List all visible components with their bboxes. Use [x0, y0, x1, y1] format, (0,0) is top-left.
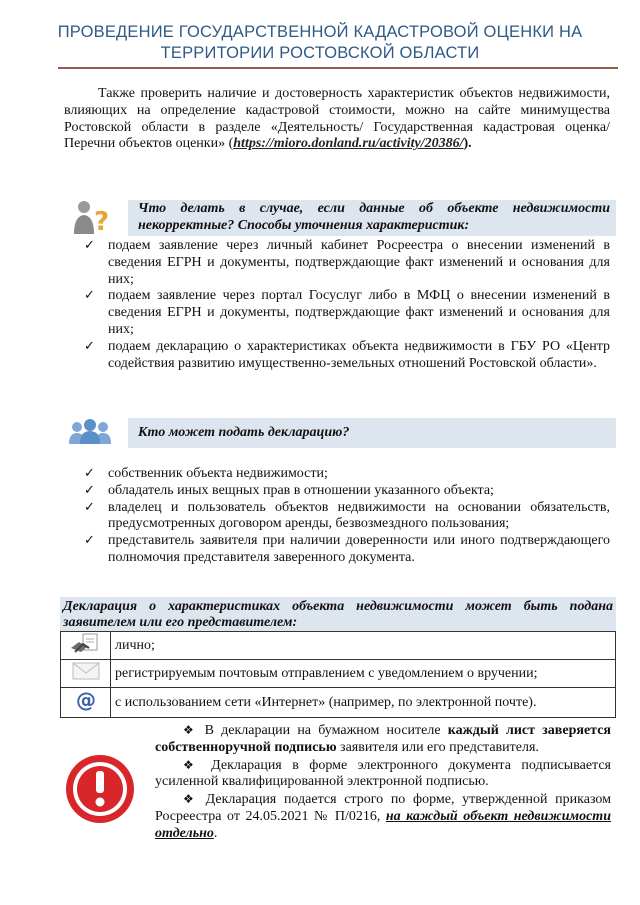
note-signature: ❖ В декларации на бумажном носителе каждый лист заверяется собственноручной подписью заявителя или его представителя. [155, 723, 611, 755]
list-item: ✓ подаем заявление через портал Госуслуг либо в МФЦ о внесении изменений в сведения ЕГРН и документы, подтверждающие факт изменений и основания для них; [84, 288, 610, 337]
at-sign-icon [61, 688, 111, 718]
intro-text: Также проверить наличие и достоверность характеристик объектов недвижимости, влияющих на определение кадастровой стоимости, можно на сайте минимущества Ростовской области в разделе «Деятельность/ Государственная кадастровая оценка/ Перечни объектов оценки» ( [64, 86, 610, 152]
people-group-icon [68, 418, 112, 451]
svg-text:?: ? [94, 207, 110, 237]
question-person-icon [70, 198, 114, 243]
declaration-heading [60, 597, 616, 631]
submission-methods-table [60, 631, 616, 718]
exclamation-icon [63, 752, 137, 831]
list-item: ✓ подаем заявление через личный кабинет Росреестра о внесении изменений в сведения ЕГРН и документы, подтверждающие факт изменений и основания для них; [84, 238, 610, 287]
table-row [61, 660, 616, 688]
list-item: ✓ представитель заявителя при наличии доверенности или иного подтверждающего полномочия представителя заверенного документа. [84, 533, 610, 565]
table-row [61, 688, 616, 718]
table-row [61, 632, 616, 660]
page-title-line2: ТЕРРИТОРИИ РОСТОВСКОЙ ОБЛАСТИ [160, 44, 480, 62]
declaration-notes [155, 722, 611, 843]
correction-methods-list [82, 238, 610, 372]
section-who-can-file-heading [128, 418, 616, 448]
intro-link[interactable]: https://mioro.donland.ru/activity/20386/ [233, 136, 464, 152]
section1-heading-text: Что делать в случае, если данные об объекте недвижимости некорректные? Способы уточнения характеристик: [138, 201, 610, 233]
svg-text:@: @ [75, 688, 96, 712]
note-form: ❖ Декларация подается строго по форме, утвержденной приказом Росреестра от 24.05.2021 № П/0216, на каждый объект недвижимости отдельно. [155, 792, 612, 841]
section2-heading-text: Кто может подать декларацию? [138, 425, 350, 440]
handshake-document-icon [61, 632, 111, 660]
title-divider [58, 67, 618, 69]
intro-tail: ). [463, 136, 472, 152]
declarants-list [82, 466, 610, 567]
note-electronic: ❖ Декларация в форме электронного документа подписывается усиленной квалифицированной электронной подписью. [155, 757, 611, 790]
method-mail: регистрируемым почтовым отправлением с уведомлением о вручении; [111, 660, 616, 688]
method-internet: с использованием сети «Интернет» (например, по электронной почте). [111, 688, 616, 718]
intro-paragraph [64, 86, 610, 153]
list-item: ✓ владелец и пользователь объектов недвижимости на основании обязательств, предусмотренных договором аренды, безвозмездного пользования; [84, 499, 610, 532]
page-title [40, 22, 600, 64]
list-item: ✓ собственник объекта недвижимости; [84, 466, 328, 481]
section-incorrect-data-heading [128, 200, 616, 236]
method-personal: лично; [111, 632, 616, 660]
envelope-icon [61, 660, 111, 688]
list-item: ✓ обладатель иных вещных прав в отношении указанного объекта; [84, 482, 494, 498]
page-title-line1: ПРОВЕДЕНИЕ ГОСУДАРСТВЕННОЙ КАДАСТРОВОЙ ОЦЕНКИ НА [57, 23, 583, 41]
declaration-heading-text: Декларация о характеристиках объекта недвижимости может быть подана заявителем или его представителем: [63, 599, 613, 630]
list-item: ✓ подаем декларацию о характеристиках объекта недвижимости в ГБУ РО «Центр содействия развитию имущественно-земельных отношений Ростовской области». [84, 338, 610, 371]
